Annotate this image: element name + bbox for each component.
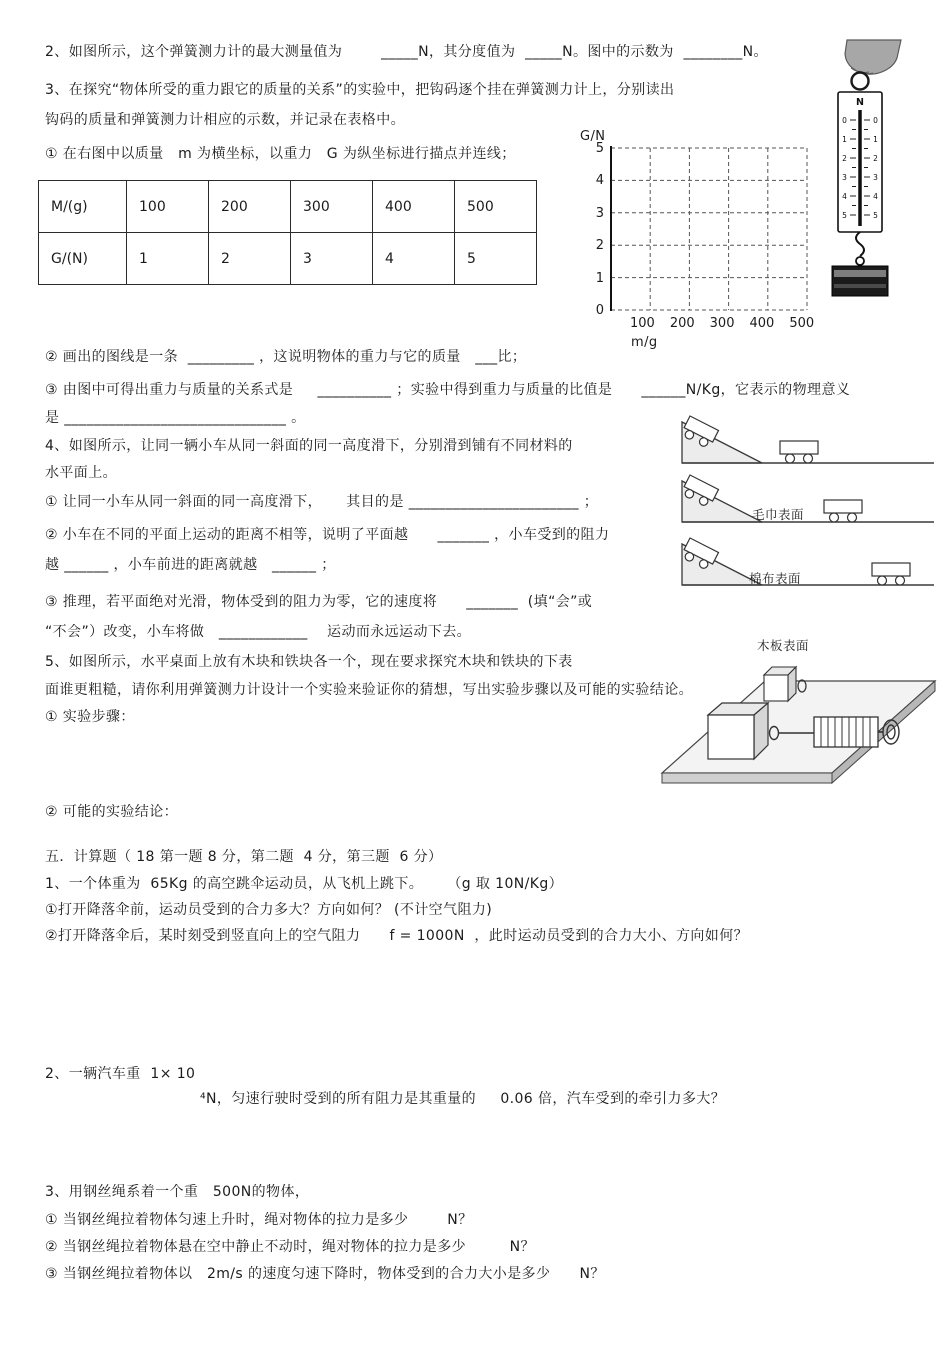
table-cell: 1 xyxy=(127,233,209,285)
calc1-sub2: ②打开降落伞后，某时刻受到竖直向上的空气阻力 f = 1000N ，此时运动员受到的合力大小、方向如何？ xyxy=(45,928,749,944)
incline-row-3 xyxy=(680,538,934,585)
chart-x-axis-label: m/g xyxy=(631,335,658,350)
svg-text:0: 0 xyxy=(842,116,847,125)
section5-title: 五．计算题（ 18 第一题 8 分，第二题 4 分，第三题 6 分） xyxy=(45,849,443,865)
question5-steps-label: ① 实验步骤： xyxy=(45,709,135,725)
question4-sub2-line1: ② 小车在不同的平面上运动的距离不相等，说明了平面越 _______ ，小车受到的阻力 xyxy=(45,527,610,543)
question4-intro-line1: 4、如图所示，让同一辆小车从同一斜面的同一高度滑下，分别滑到铺有不同材料的 xyxy=(45,438,573,454)
question4-intro-line2: 水平面上。 xyxy=(45,465,117,481)
friction-experiment-illustration xyxy=(650,653,945,798)
table-cell: 200 xyxy=(209,181,291,233)
table-cell: 400 xyxy=(373,181,455,233)
calc2-line1: 2、一辆汽车重 1× 10 xyxy=(45,1066,196,1082)
weight-block xyxy=(832,266,888,296)
weight-ring xyxy=(856,257,864,265)
question3-sub2: ② 画出的图线是一条 _________ ，这说明物体的重力与它的质量 ___比； xyxy=(45,349,527,365)
question4-sub2-line2: 越 ______ ，小车前进的距离就越 ______ ； xyxy=(45,557,336,573)
hand-icon xyxy=(845,40,901,74)
y-tick: 2 xyxy=(595,238,604,253)
question5-conclusion-label: ② 可能的实验结论： xyxy=(45,804,179,820)
calc1-intro: 1、一个体重为 65Kg 的高空跳伞运动员，从飞机上跳下。 （g 取 10N/Kg） xyxy=(45,876,564,892)
incline-row-2 xyxy=(680,475,934,522)
svg-text:3: 3 xyxy=(842,173,847,182)
table-cell: G/(N) xyxy=(39,233,127,285)
surface-label-cotton: 棉布表面 xyxy=(749,571,802,586)
table-surface xyxy=(662,681,935,783)
table-cell: M/(g) xyxy=(39,181,127,233)
question3-sub3-line2: 是 ______________________________ 。 xyxy=(45,410,306,426)
svg-text:2: 2 xyxy=(842,154,847,163)
scale-unit-label: N xyxy=(856,97,864,108)
table-row xyxy=(39,233,537,285)
table-cell: 2 xyxy=(209,233,291,285)
grid-lines xyxy=(611,148,807,310)
x-tick: 400 xyxy=(749,316,775,331)
question3-sub1: ① 在右图中以质量 m 为横坐标，以重力 G 为纵坐标进行描点并连线； xyxy=(45,146,516,162)
x-tick: 500 xyxy=(789,316,815,331)
y-tick: 1 xyxy=(595,271,604,286)
question3-sub3-line1: ③ 由图中可得出重力与质量的关系式是 __________ ；实验中得到重力与质量的比值是 ______N/Kg，它表示的物理意义 xyxy=(45,382,851,398)
plot-grid xyxy=(610,146,808,312)
svg-text:4: 4 xyxy=(873,192,878,201)
cart-on-surface xyxy=(824,500,862,522)
svg-text:0: 0 xyxy=(873,116,878,125)
svg-text:3: 3 xyxy=(873,173,878,182)
svg-text:1: 1 xyxy=(873,135,878,144)
table-cell: 100 xyxy=(127,181,209,233)
y-tick: 0 xyxy=(595,303,604,318)
svg-text:4: 4 xyxy=(842,192,847,201)
question5-intro-line1: 5、如图所示，水平桌面上放有木块和铁块各一个，现在要求探究木块和铁块的下表 xyxy=(45,654,573,670)
question2-text: 2、如图所示，这个弹簧测力计的最大测量值为 _____N，其分度值为 _____N。图中的示数为 ________N。 xyxy=(45,44,768,60)
question5-intro-line2: 面谁更粗糙，请你利用弹簧测力计设计一个实验来验证你的猜想，写出实验步骤以及可能的实验结论。 xyxy=(45,682,693,698)
table-row xyxy=(39,181,537,233)
question3-intro-line2: 钩码的质量和弹簧测力计相应的示数，并记录在表格中。 xyxy=(45,112,405,128)
svg-text:1: 1 xyxy=(842,135,847,144)
x-tick: 100 xyxy=(630,316,655,331)
calc1-sub1: ①打开降落伞前，运动员受到的合力多大？方向如何？ (不计空气阻力) xyxy=(45,902,493,918)
y-tick: 3 xyxy=(595,206,604,221)
cart-on-surface xyxy=(780,441,818,463)
question4-sub1: ① 让同一小车从同一斜面的同一高度滑下， 其目的是 _______________________ ； xyxy=(45,494,599,510)
incline-row-1 xyxy=(680,416,934,463)
scale-top-ring xyxy=(852,73,869,90)
calc3-intro: 3、用钢丝绳系着一个重 500N的物体， xyxy=(45,1184,310,1200)
x-tick-row xyxy=(630,316,814,331)
calc2-line2: ⁴N，匀速行驶时受到的所有阻力是其重量的 0.06 倍，汽车受到的牵引力多大？ xyxy=(200,1091,726,1107)
table-cell: 500 xyxy=(455,181,537,233)
chart-y-axis-label: G/N xyxy=(580,129,606,144)
x-tick: 200 xyxy=(669,316,695,331)
scale-hook xyxy=(856,232,864,256)
svg-text:2: 2 xyxy=(873,154,878,163)
spring-scale-illustration xyxy=(813,38,905,303)
surface-label-towel: 毛巾表面 xyxy=(752,507,805,522)
table-cell: 3 xyxy=(291,233,373,285)
incline-experiment-illustration xyxy=(672,410,937,605)
question3-intro-line1: 3、在探究“物体所受的重力跟它的质量的关系”的实验中，把钩码逐个挂在弹簧测力计上，分别读出 xyxy=(45,82,675,98)
table-cell: 4 xyxy=(373,233,455,285)
question4-sub3-line1: ③ 推理，若平面绝对光滑，物体受到的阻力为零，它的速度将 _______ (填“会”或 xyxy=(45,594,593,610)
calc3-sub2: ② 当钢丝绳拉着物体悬在空中静止不动时，绳对物体的拉力是多少 N？ xyxy=(45,1239,535,1255)
mass-weight-table xyxy=(38,180,537,285)
cart-on-surface xyxy=(872,563,910,585)
x-tick: 300 xyxy=(709,316,735,331)
calc3-sub1: ① 当钢丝绳拉着物体匀速上升时，绳对物体的拉力是多少 N？ xyxy=(45,1212,473,1228)
y-tick: 5 xyxy=(595,141,604,156)
surface-label-wood: 木板表面 xyxy=(757,638,810,653)
svg-text:5: 5 xyxy=(842,211,847,220)
calc3-sub3: ③ 当钢丝绳拉着物体以 2m/s 的速度匀速下降时，物体受到的合力大小是多少 N？ xyxy=(45,1266,605,1282)
svg-text:5: 5 xyxy=(873,211,878,220)
table-cell: 300 xyxy=(291,181,373,233)
y-tick: 4 xyxy=(595,173,604,188)
table-cell: 5 xyxy=(455,233,537,285)
question4-sub3-line2: “不会”）改变，小车将做 ____________ 运动而永远运动下去。 xyxy=(45,624,472,640)
